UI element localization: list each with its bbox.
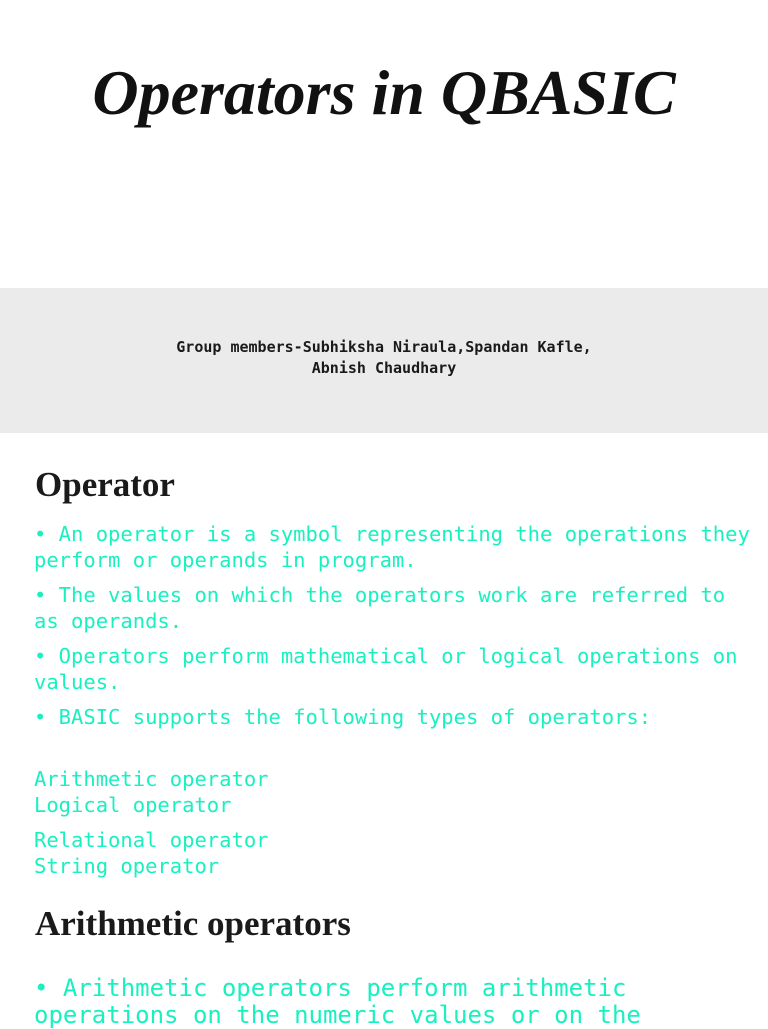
arithmetic-line: • Arithmetic operators perform arithmetic: [34, 974, 627, 1002]
page-title: Operators in QBASIC: [92, 57, 676, 128]
operator-type-item: Relational operator: [34, 828, 269, 852]
group-members-line-1: Group members-Subhiksha Niraula,Spandan Kafle,: [176, 338, 592, 356]
operator-type-item: Logical operator: [34, 792, 232, 817]
title-slide: [0, 0, 768, 288]
group-members: [0, 337, 768, 379]
arithmetic-description: [34, 974, 768, 1029]
operator-type-item: String operator: [34, 853, 220, 878]
operator-type-item: Arithmetic operator: [34, 767, 269, 791]
operator-types-list: [34, 767, 754, 878]
operator-bullet: • The values on which the operators work are referred to as operands.: [34, 583, 726, 633]
operator-bullet: • BASIC supports the following types of operators:: [34, 705, 652, 729]
arithmetic-line: operations on the numeric values or on the: [34, 1001, 641, 1029]
operator-bullet-list: [34, 522, 754, 741]
arithmetic-heading: Arithmetic operators: [35, 904, 351, 943]
operator-heading: Operator: [35, 465, 175, 504]
operator-bullet: • An operator is a symbol representing the operations they perform or operands in program.: [34, 522, 750, 572]
operator-bullet: • Operators perform mathematical or logical operations on values.: [34, 644, 738, 694]
group-members-line-2: Abnish Chaudhary: [311, 359, 457, 377]
